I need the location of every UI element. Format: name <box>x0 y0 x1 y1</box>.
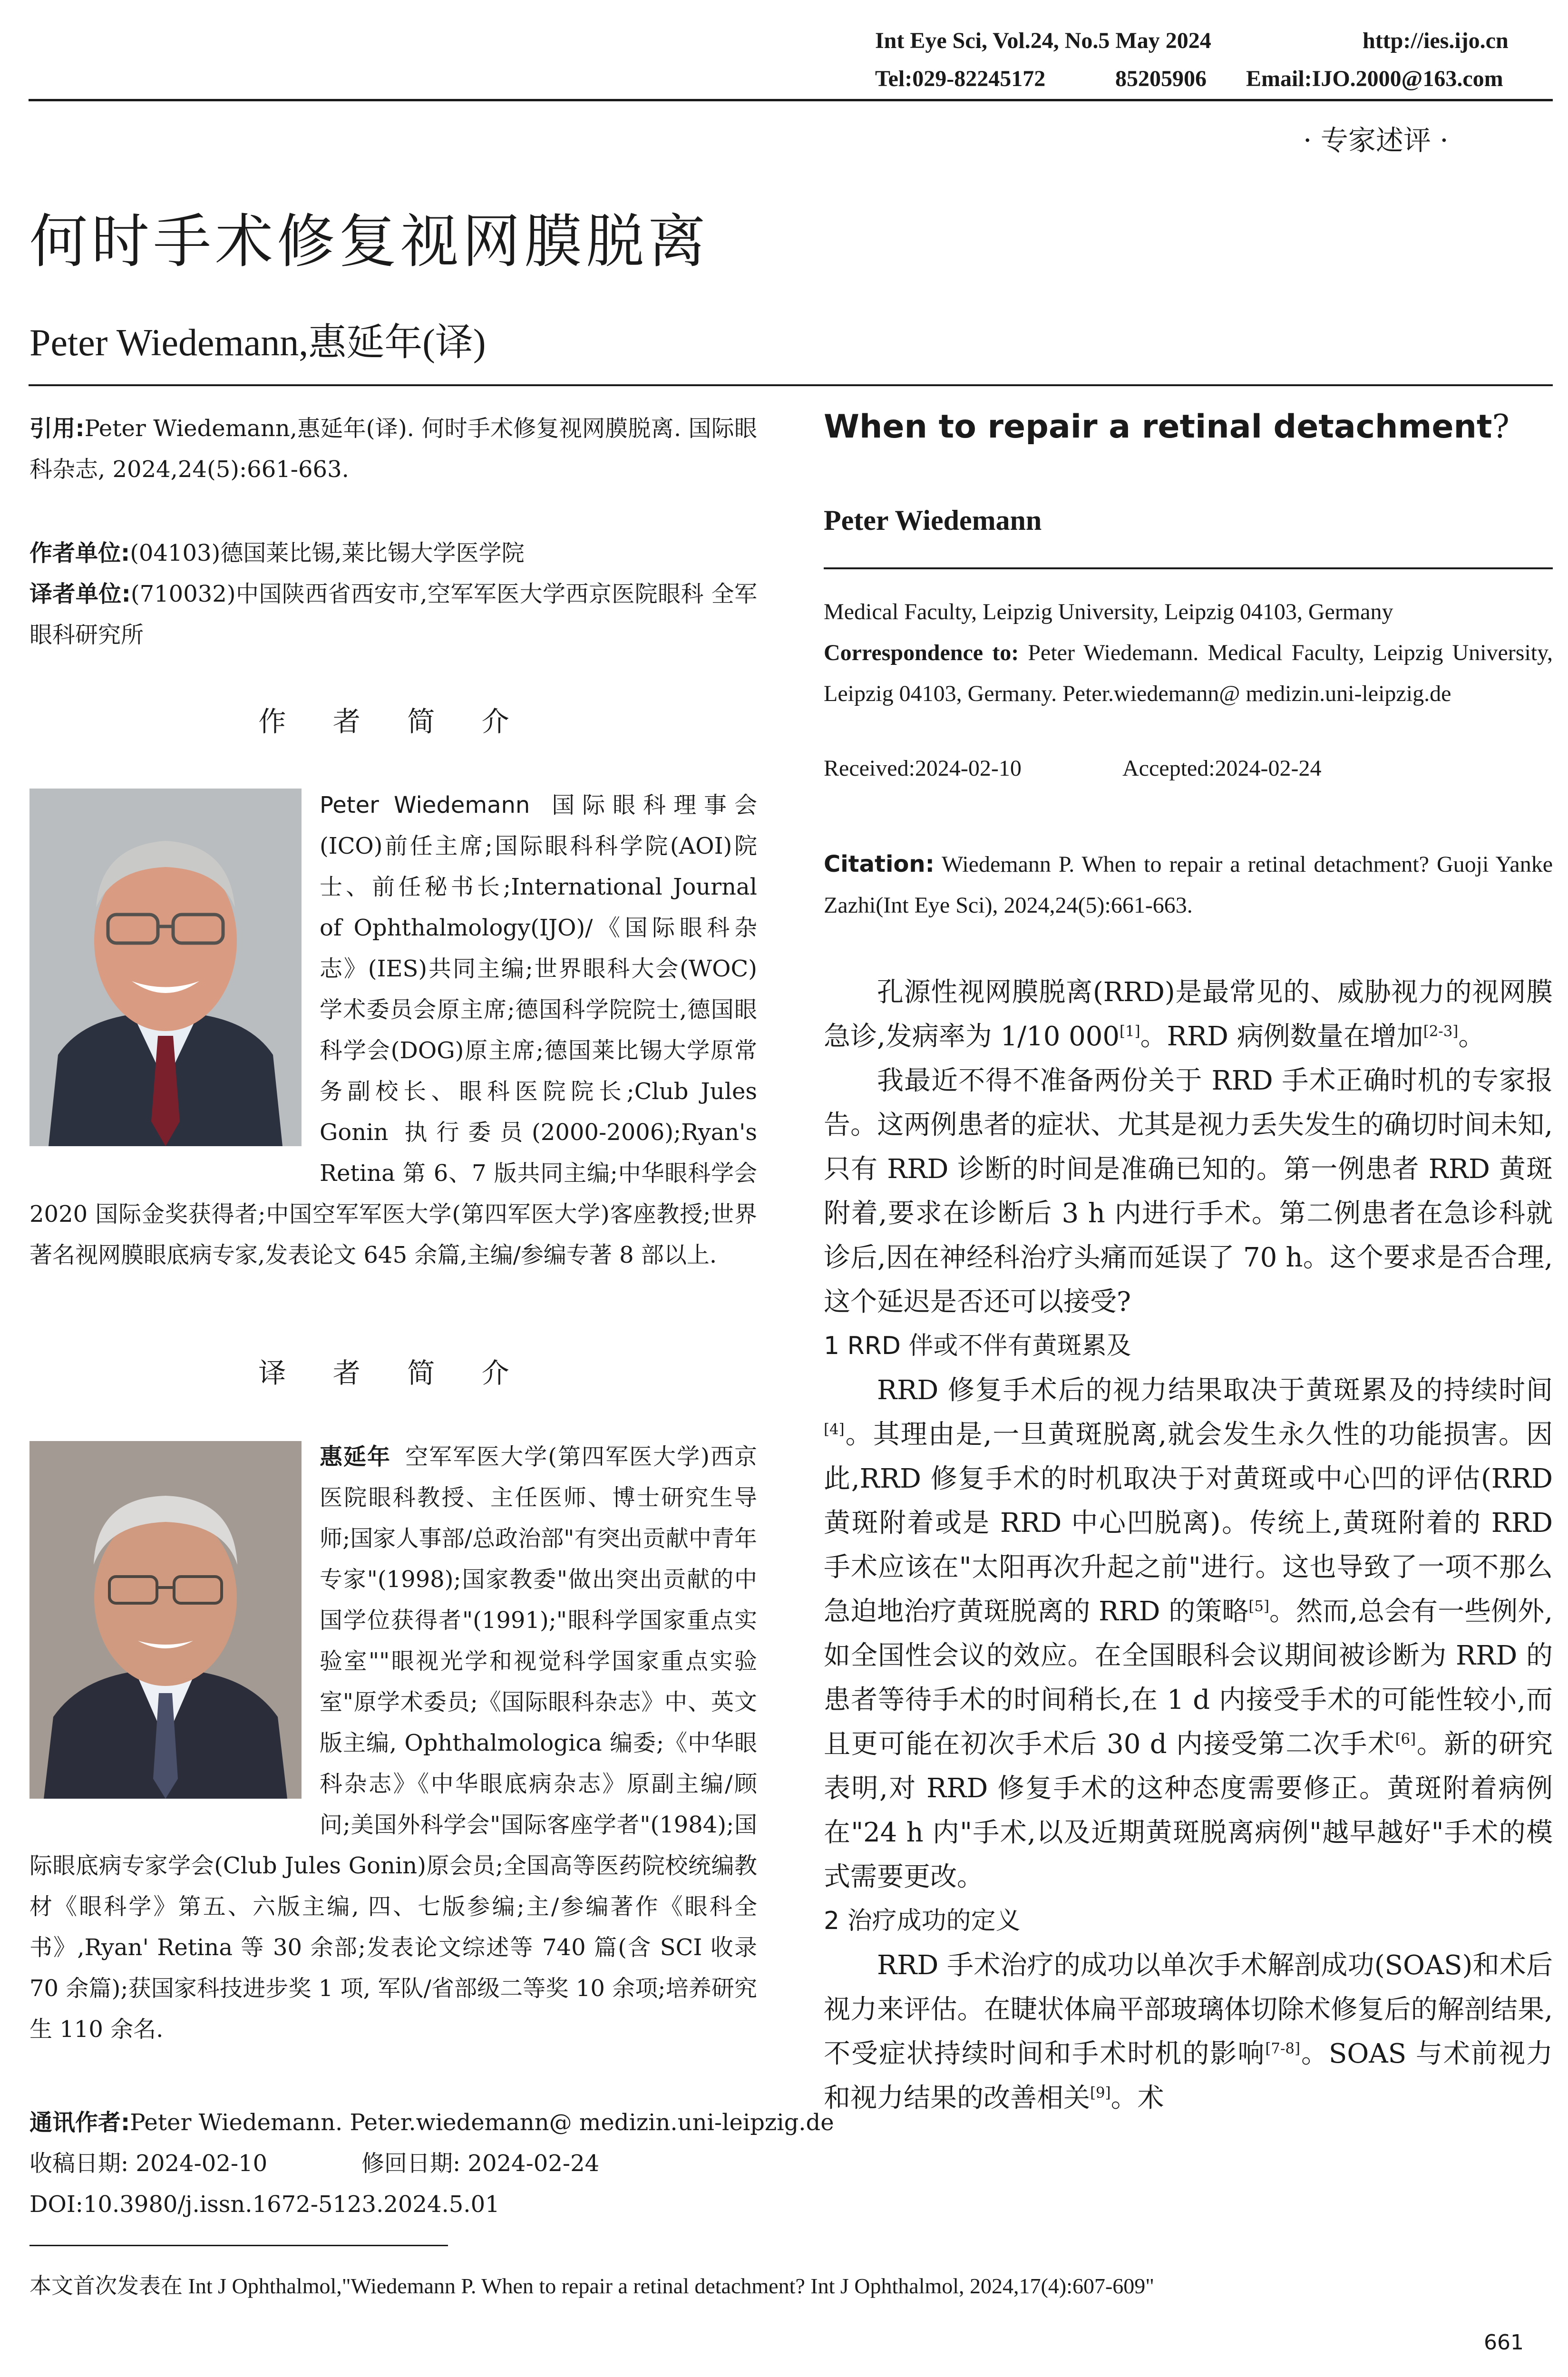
english-author-rule <box>824 567 1553 569</box>
revised-date-cn: 修回日期: 2024-02-24 <box>361 2150 600 2177</box>
footnote-rule <box>29 2245 448 2246</box>
english-received: Received:2024-02-10 <box>824 756 1022 781</box>
english-correspondence: Correspondence to: Peter Wiedemann. Medical Faculty, Leipzig University, Leipzig 04103, Germany. Peter.wiedemann@ medizin.uni-leipzig.de <box>824 640 1553 706</box>
journal-info: Int Eye Sci, Vol.24, No.5 May 2024 <box>875 28 1211 53</box>
translator-affiliation: 译者单位:(710032)中国陕西省西安市,空军军医大学西京医院眼科 全军眼科研究所 <box>29 581 757 648</box>
doi[interactable]: DOI:10.3980/j.issn.1672-5123.2024.5.01 <box>29 2191 500 2218</box>
english-affiliation: Medical Faculty, Leipzig University, Leipzig 04103, Germany <box>824 599 1393 624</box>
header-rule <box>29 99 1553 101</box>
english-accepted: Accepted:2024-02-24 <box>1122 756 1322 781</box>
article-authors: Peter Wiedemann,惠延年(译) <box>29 322 486 364</box>
english-author: Peter Wiedemann <box>824 505 1042 536</box>
paragraph-4: RRD 手术治疗的成功以单次手术解剖成功(SOAS)和术后视力来评估。在睫状体扁平部玻璃体切除术修复后的解剖结果,不受症状持续时间和手术时机的影响[7-8]。SOAS 与术前视力和视力结果的改善相关[9]。术 <box>824 1950 1553 2114</box>
translator-photo-spacer <box>29 1436 320 1832</box>
correspondence-cn: 通讯作者:Peter Wiedemann. Peter.wiedemann@ medizin.uni-leipzig.de <box>29 2109 834 2136</box>
body-text <box>824 970 1553 2120</box>
paragraph-1: 孔源性视网膜脱离(RRD)是最常见的、威胁视力的视网膜急诊,发病率为 1/10 000[1]。RRD 病例数量在增加[2-3]。 <box>824 977 1553 1052</box>
english-citation: Citation: Wiedemann P. When to repair a retinal detachment? Guoji Yanke Zazhi(Int Eye Sci), 2024,24(5):661-663. <box>824 851 1553 918</box>
translator-bio-text: 惠延年 空军军医大学(第四军医大学)西京医院眼科教授、主任医师、博士研究生导师;国家人事部/总政治部"有突出贡献中青年专家"(1998);国家教委"做出突出贡献的中国学位获得者"(1991);"眼科学国家重点实验室""眼视光学和视觉科学国家重点实验室"原学术委员;《国际眼科杂志》中、英文版主编, Ophthalmologica 编委;《中华眼科杂志》《中华眼底病杂志》原副主编/顾问;美国外科学会"国际客座学者"(1984);国际眼底病专家学会(Club Jules Gonin)原会员;全国高等医药院校统编教材《眼科学》第五、六版主编, 四、七版参编;主/参编著作《眼科全书》,Ryan' Retina 等 30 余部;发表论文综述等 740 篇(含 SCI 收录 70 余篇);获国家科技进步奖 1 项, 军队/省部级二等奖 10 余项;培养研究生 110 余名. <box>29 1436 757 2050</box>
footnote: 本文首次发表在 Int J Ophthalmol,"Wiedemann P. When to repair a retinal detachment? Int J Ophthalmol, 2024,17(4):607-609" <box>29 2274 1155 2298</box>
translator-bio-name: 惠延年 <box>320 1443 391 1470</box>
author-bio-text: Peter Wiedemann 国际眼科理事会(ICO)前任主席;国际眼科科学院(AOI)院士、前任秘书长;International Journal of Ophthalmology(IJO)/《国际眼科杂志》(IES)共同主编;世界眼科大会(WOC)学术委员会原主席;德国科学院院士,德国眼科学会(DOG)原主席;德国莱比锡大学原常务副校长、眼科医院院长;Club Jules Gonin 执行委员(2000-2006);Ryan's Retina 第 6、7 版共同主编;中华眼科学会 2020 国际金奖获得者;中国空军军医大学(第四军医大学)客座教授;世界著名视网膜眼底病专家,发表论文 645 余篇,主编/参编专著 8 部以上. <box>29 785 757 1276</box>
author-affiliation: 作者单位:(04103)德国莱比锡,莱比锡大学医学院 <box>29 540 525 566</box>
author-photo-spacer <box>29 785 320 1180</box>
page-number: 661 <box>1484 2330 1524 2355</box>
author-bio-name: Peter Wiedemann <box>320 792 530 818</box>
article-title: 何时手术修复视网膜脱离 <box>29 208 710 275</box>
journal-url[interactable]: http://ies.ijo.cn <box>1363 28 1509 53</box>
journal-tel: Tel:029-82245172 <box>875 66 1046 91</box>
title-rule <box>29 384 1553 386</box>
english-title: When to repair a retinal detachment? <box>824 408 1510 446</box>
citation-cn: 引用:Peter Wiedemann,惠延年(译). 何时手术修复视网膜脱离. 国际眼科杂志, 2024,24(5):661-663. <box>29 415 757 483</box>
author-bio-heading: 作 者 简 介 <box>258 705 528 738</box>
section-heading-1: 1 RRD 伴或不伴有黄斑累及 <box>824 1332 1131 1360</box>
section-heading-2: 2 治疗成功的定义 <box>824 1907 1021 1935</box>
translator-bio-heading: 译 者 简 介 <box>258 1357 528 1389</box>
journal-email[interactable]: Email:IJO.2000@163.com <box>1246 66 1503 91</box>
paragraph-2: 我最近不得不准备两份关于 RRD 手术正确时机的专家报告。这两例患者的症状、尤其是视力丢失发生的确切时间未知,只有 RRD 诊断的时间是准确已知的。第一例患者 RRD 黄斑附着,要求在诊断后 3 h 内进行手术。第二例患者在急诊科就诊后,因在神经科治疗头痛而延误了 70 h。这个要求是否合理,这个延迟是否还可以接受? <box>824 1065 1553 1317</box>
paragraph-3: RRD 修复手术后的视力结果取决于黄斑累及的持续时间[4]。其理由是,一旦黄斑脱离,就会发生永久性的功能损害。因此,RRD 修复手术的时机取决于对黄斑或中心凹的评估(RRD 黄斑附着或是 RRD 中心凹脱离)。传统上,黄斑附着的 RRD 手术应该在"太阳再次升起之前"进行。这也导致了一项不那么急迫地治疗黄斑脱离的 RRD 的策略[5]。然而,总会有一些例外,如全国性会议的效应。在全国眼科会议期间被诊断为 RRD 的患者等待手术的时间稍长,在 1 d 内接受手术的可能性较小,而且更可能在初次手术后 30 d 内接受第二次手术[6]。新的研究表明,对 RRD 修复手术的这种态度需要修正。黄斑附着病例在"24 h 内"手术,以及近期黄斑脱离病例"越早越好"手术的模式需要更改。 <box>824 1375 1553 1892</box>
article-category: · 专家述评 · <box>1303 124 1449 156</box>
received-date-cn: 收稿日期: 2024-02-10 <box>29 2150 268 2177</box>
journal-tel2: 85205906 <box>1115 66 1207 91</box>
